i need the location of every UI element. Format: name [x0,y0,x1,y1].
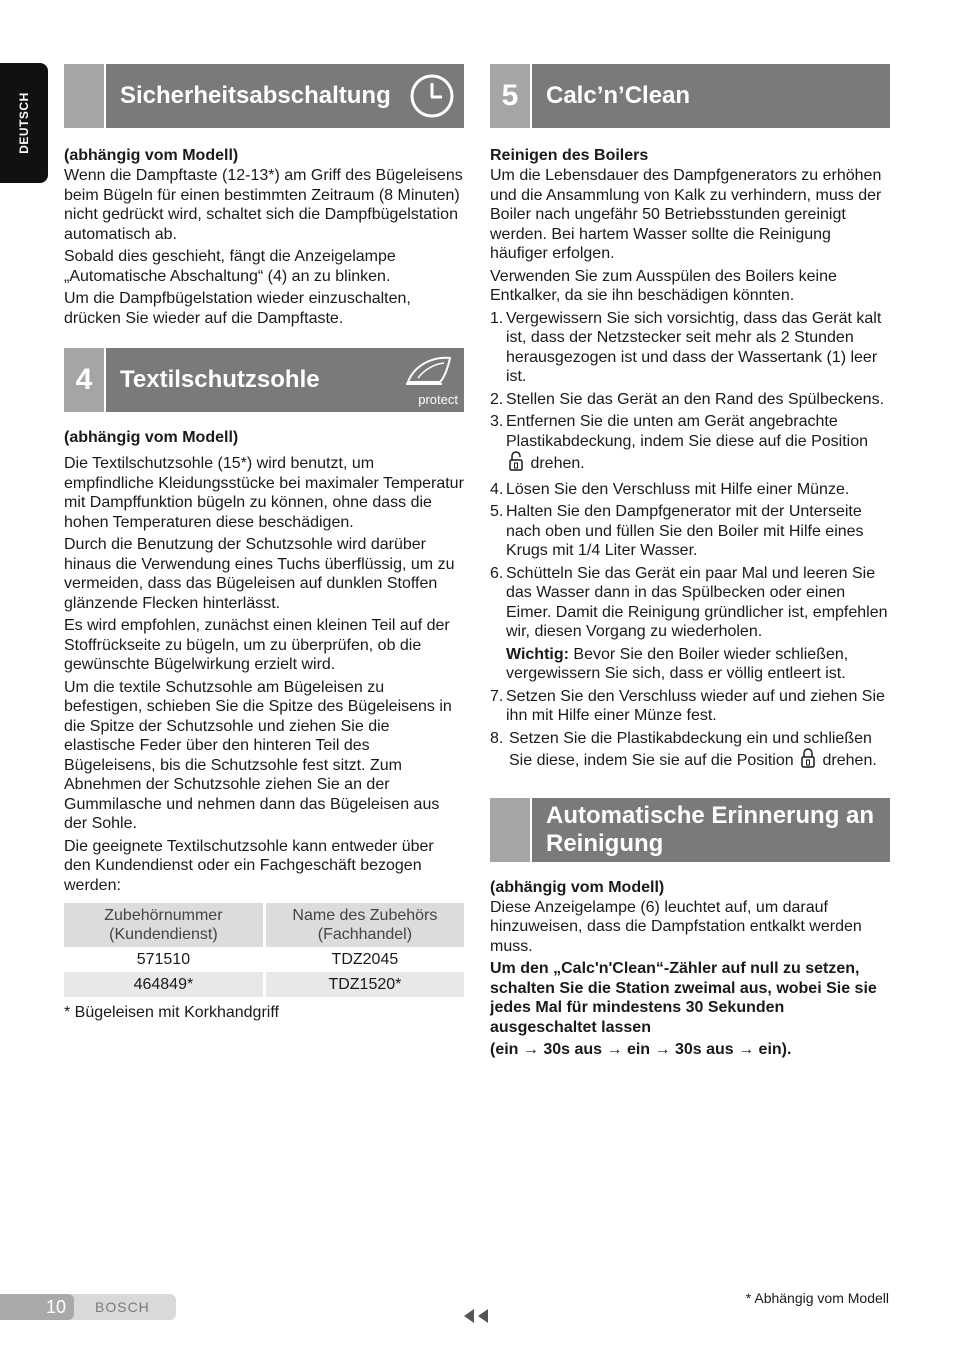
table-cell: 571510 [136,951,191,968]
section-number: 4 [64,348,106,412]
paragraph: Die Textilschutzsohle (15*) wird benutzt, um empfindliche Kleidungsstücke bei maximaler Temperatur mit Dampffunktion bügeln zu können, ohne dass die hohen Temperaturen diese beschädigen. [64,455,464,531]
page-number: 10 [0,1294,74,1320]
step-text [506,412,890,477]
subheading: (abhängig vom Modell) [490,878,665,896]
step-text: Vergewissern Sie sich vorsichtig, dass das Gerät kalt ist, dass der Netzstecker seit mehr als 2 Stunden herausgezogen ist und dass der Wassertank (1) leer ist. [506,309,882,385]
paragraph: Um die Dampfbügelstation wieder einzuschalten, drücken Sie wieder auf die Dampftaste. [64,290,411,327]
unlock-position-icon [509,451,523,477]
step-text-part: drehen. [822,752,877,769]
step-number: 1. [490,309,504,327]
cleaning-reminder-body [490,878,890,1060]
table-cell: TDZ1520* [264,972,464,997]
section-number-box [64,64,106,128]
section-title: Calc’n’Clean [546,82,691,109]
important-label: Wichtig: [506,645,569,663]
step-text: Lösen Sie den Verschluss mit Hilfe einer Münze. [506,480,850,498]
table-footnote: * Bügeleisen mit Korkhandgriff [64,1004,279,1021]
paragraph: Sobald dies geschieht, fängt die Anzeigelampe „Automatische Abschaltung“ (4) an zu blinken. [64,248,396,285]
paragraph: Es wird empfohlen, zunächst einen kleinen Teil auf der Stoffrückseite zu bügeln, um zu überprüfen, ob die gewünschte Bügelwirkung erzielt wird. [64,617,450,673]
paragraph: Die geeignete Textilschutzsohle kann entweder über den Kundendienst oder ein Fachgeschäft bezogen werden: [64,837,434,894]
cleaning-steps-list [490,309,890,774]
section-header-safety-shutdown [64,64,464,128]
language-tab [0,63,48,183]
textile-body [64,428,464,1023]
lock-position-icon [801,748,815,774]
subheading: Reinigen des Boilers [490,147,649,164]
paragraph: Durch die Benutzung der Schutzsohle wird darüber hinaus die Verwendung eines Tuchs überflüssig, um zu vermeiden, dass das Bügeleisen auf dunklen Stoffen glänzende Flecken hinterlässt. [64,536,455,612]
section-number-box [490,798,532,862]
list-item [490,564,890,684]
step-text [506,564,890,684]
table-row [64,947,464,972]
clock-icon [406,70,458,127]
reset-sequence: (ein → 30s aus → ein → 30s aus → ein). [490,1041,792,1058]
table-header-cell: Name des Zubehörs (Fachhandel) [264,903,464,947]
list-item [490,729,890,774]
table-header-cell: Zubehörnummer (Kundendienst) [64,903,264,947]
list-item [490,390,890,410]
table-row [64,972,464,997]
footer-footnote: * Abhängig vom Modell [745,1290,889,1306]
list-item [490,502,890,561]
paragraph: Wenn die Dampftaste (12-13*) am Griff des Bügeleisens beim Bügeln für einen bestimmten Zeitraum (8 Minuten) nicht gedrückt wird, schaltet sich die Dampfbügelstation automatisch ab. [64,167,463,243]
step-text-part: Entfernen Sie die unten am Gerät angebrachte Plastikabdeckung, indem Sie diese auf die Position [506,413,868,450]
step-number: 6. [490,564,504,582]
important-note [506,645,890,684]
section-number: 5 [490,64,532,128]
important-text: Bevor Sie den Boiler wieder schließen, vergewissern Sie sich, dass er völlig entleert ist. [506,645,849,682]
section-header-calc-n-clean [490,64,890,128]
step-text: Stellen Sie das Gerät an den Rand des Spülbeckens. [506,390,885,408]
section-title: Automatische Erinnerung an Reinigung [546,801,875,857]
step-number: 8. [490,729,504,747]
right-column [490,64,890,1063]
section-title: Textilschutzsohle [120,366,320,393]
reset-instructions: Um den „Calc'n'Clean“-Zähler auf null zu setzen, schalten Sie die Station zweimal aus, wobei Sie sie jedes Mal für mindestens 30 Sekunden ausgeschaltet lassen [490,960,877,1036]
section-title: Sicherheitsabschaltung [120,82,391,109]
step-number: 4. [490,480,504,498]
subheading: (abhängig vom Modell) [64,429,239,446]
step-number: 2. [490,390,504,408]
step-number: 7. [490,687,504,705]
step-number: 5. [490,503,504,520]
accessory-table [64,903,464,997]
step-text [509,729,890,774]
paragraph: Um die Lebensdauer des Dampfgenerators zu erhöhen und die Ansammlung von Kalk zu verhindern, muss der Boiler nach ungefähr 50 Betriebsstunden gereinigt werden. Bei hartem Wasser sollte die Reinigung häufiger erfolgen. [490,167,882,262]
list-item [490,309,890,387]
back-arrows-icon[interactable] [462,1308,490,1329]
protect-label: protect [418,392,458,407]
paragraph: Verwenden Sie zum Ausspülen des Boilers keine Entkalker, da sie ihn beschädigen könnten. [490,267,837,304]
table-header-row [64,903,464,947]
section-header-textile-soleplate [64,348,464,412]
step-text-part: drehen. [530,455,585,472]
table-cell: TDZ2045 [264,947,464,972]
safety-shutdown-body [64,146,464,328]
list-item [490,480,890,500]
subheading: (abhängig vom Modell) [64,147,239,164]
step-number: 3. [490,413,504,430]
step-text: Setzen Sie den Verschluss wieder auf und ziehen Sie ihn mit Hilfe einer Münze fest. [506,687,885,724]
language-label: DEUTSCH [17,92,31,154]
table-cell: 464849* [64,972,264,997]
list-item [490,687,890,726]
calc-n-clean-body [490,146,890,774]
brand-name: BOSCH [95,1299,150,1315]
left-column [64,64,464,1026]
paragraph: Diese Anzeigelampe (6) leuchtet auf, um darauf hinzuweisen, dass die Dampfstation entkalkt werden muss. [490,898,862,955]
step-text: Halten Sie den Dampfgenerator mit der Unterseite nach oben und füllen Sie den Boiler mit Hilfe eines Krugs mit 1/4 Liter Wasser. [506,503,864,559]
list-item [490,412,890,477]
section-header-cleaning-reminder [490,798,890,862]
step-text-part: Setzen Sie die Plastikabdeckung ein und schließen Sie diese, indem Sie sie auf die Position [509,729,872,769]
step-text-part: Schütteln Sie das Gerät ein paar Mal und leeren Sie das Wasser dann in das Spülbecken oder einen Eimer. Damit die Reinigung gründlicher ist, empfehlen wir, diesen Vorgang zu wiederholen. [506,564,888,640]
paragraph: Um die textile Schutzsohle am Bügeleisen zu befestigen, schieben Sie die Spitze des Bügeleisens in die Spitze der Schutzsohle und ziehen Sie die elastische Feder über den hinteren Teil des Bügeleisens, bis die Schutzsohle fest sitzt. Zum Abnehmen der Schutzsohle ziehen Sie an der Gummilasche und nehmen dann das Bügeleisen aus der Sohle. [64,678,452,832]
